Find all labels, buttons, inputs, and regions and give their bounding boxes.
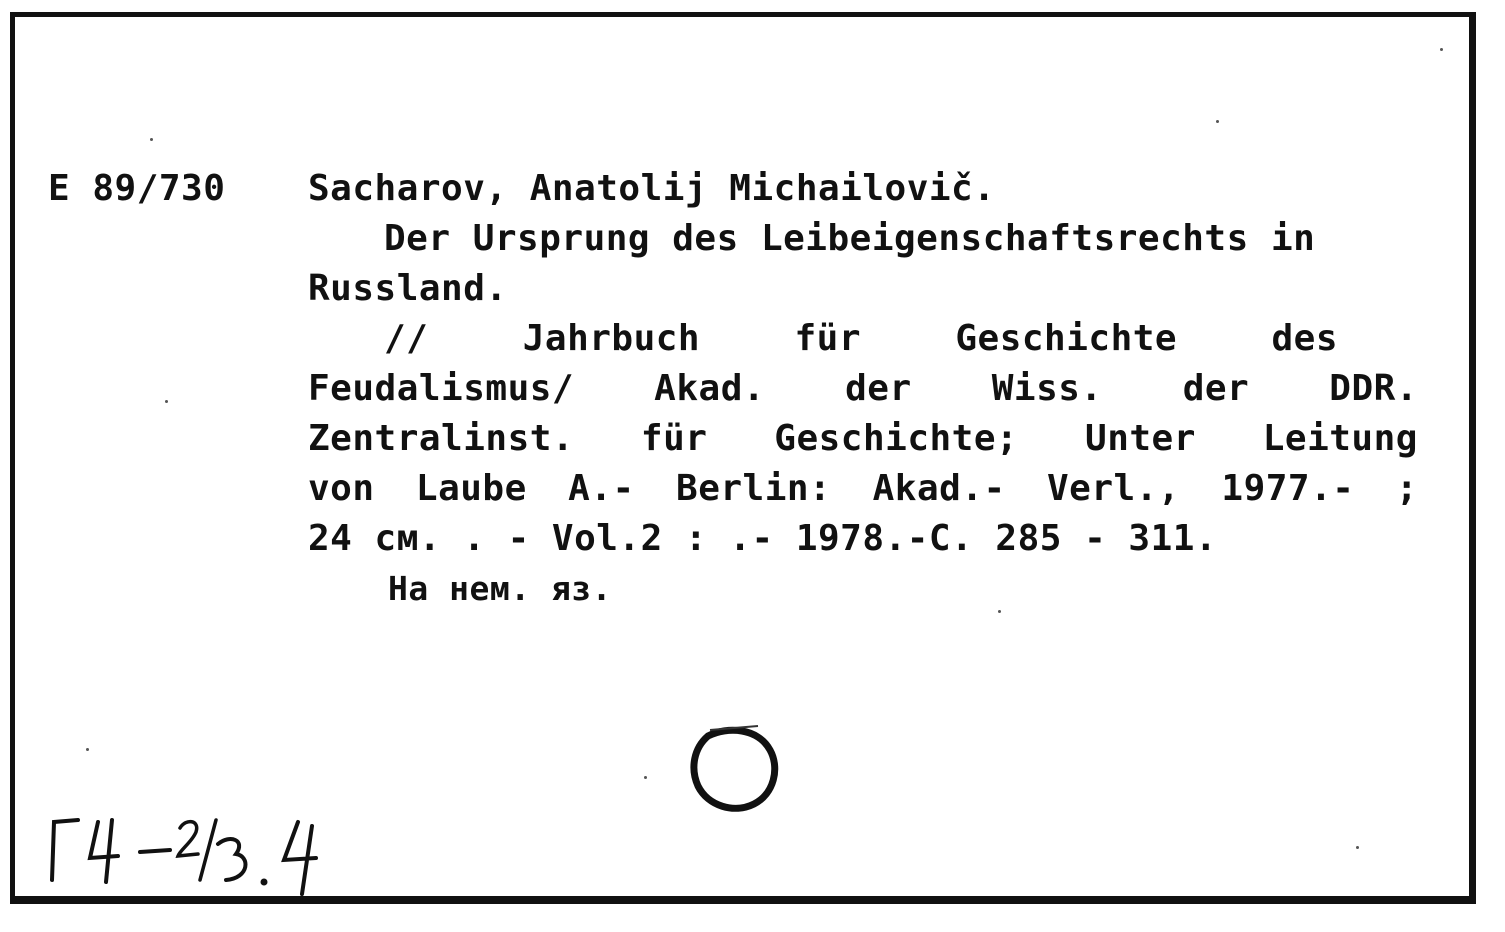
punch-hole-icon bbox=[688, 722, 782, 816]
source-word: der bbox=[845, 368, 912, 409]
source-word: ; bbox=[1395, 468, 1418, 509]
handwritten-shelfmark bbox=[40, 800, 340, 900]
scan-speck bbox=[150, 138, 153, 141]
source-word: // bbox=[384, 318, 429, 359]
source-word: Geschichte bbox=[955, 318, 1178, 359]
call-number: E 89/730 bbox=[48, 168, 226, 209]
language-note: На нем. яз. bbox=[388, 569, 613, 608]
source-word: DDR. bbox=[1329, 368, 1418, 409]
source-word: Jahrbuch bbox=[522, 318, 701, 359]
source-line-2 bbox=[308, 364, 1418, 414]
bibliographic-entry bbox=[308, 164, 1418, 614]
source-word: 1977.- bbox=[1221, 468, 1355, 509]
scan-speck bbox=[644, 776, 647, 779]
source-word: für bbox=[640, 418, 708, 459]
source-line-5: 24 см. . - Vol.2 : .- 1978.-С. 285 - 311. bbox=[308, 518, 1218, 559]
source-word: Leitung bbox=[1262, 418, 1418, 459]
source-line-4 bbox=[308, 464, 1418, 514]
scan-speck bbox=[86, 748, 89, 751]
source-word: von bbox=[308, 468, 375, 509]
title-line-1: Der Ursprung des Leibeigenschaftsrechts in bbox=[384, 218, 1316, 259]
scan-speck bbox=[998, 610, 1001, 613]
source-word: Akad. bbox=[654, 368, 766, 409]
scan-speck bbox=[1356, 846, 1359, 849]
source-word: der bbox=[1182, 368, 1250, 409]
title-line-2: Russland. bbox=[308, 268, 508, 309]
source-word: Unter bbox=[1085, 418, 1196, 459]
author-line: Sacharov, Anatolij Michailovič. bbox=[308, 168, 996, 209]
scan-speck bbox=[1440, 48, 1443, 51]
source-word: A.- bbox=[568, 468, 635, 509]
scan-speck bbox=[165, 400, 168, 403]
source-line-3 bbox=[308, 414, 1418, 464]
source-word: Geschichte; bbox=[774, 418, 1019, 459]
source-word: Berlin: bbox=[676, 468, 832, 509]
source-word: Wiss. bbox=[991, 368, 1103, 409]
source-word: Verl., bbox=[1047, 468, 1181, 509]
source-line-1 bbox=[308, 314, 1418, 364]
source-word: Laube bbox=[415, 468, 527, 509]
source-word: für bbox=[794, 318, 861, 359]
scan-speck bbox=[1216, 120, 1219, 123]
source-word: des bbox=[1271, 318, 1338, 359]
source-word: Feudalismus/ bbox=[308, 368, 575, 409]
source-word: Akad.- bbox=[872, 468, 1006, 509]
source-word: Zentralinst. bbox=[308, 418, 575, 459]
